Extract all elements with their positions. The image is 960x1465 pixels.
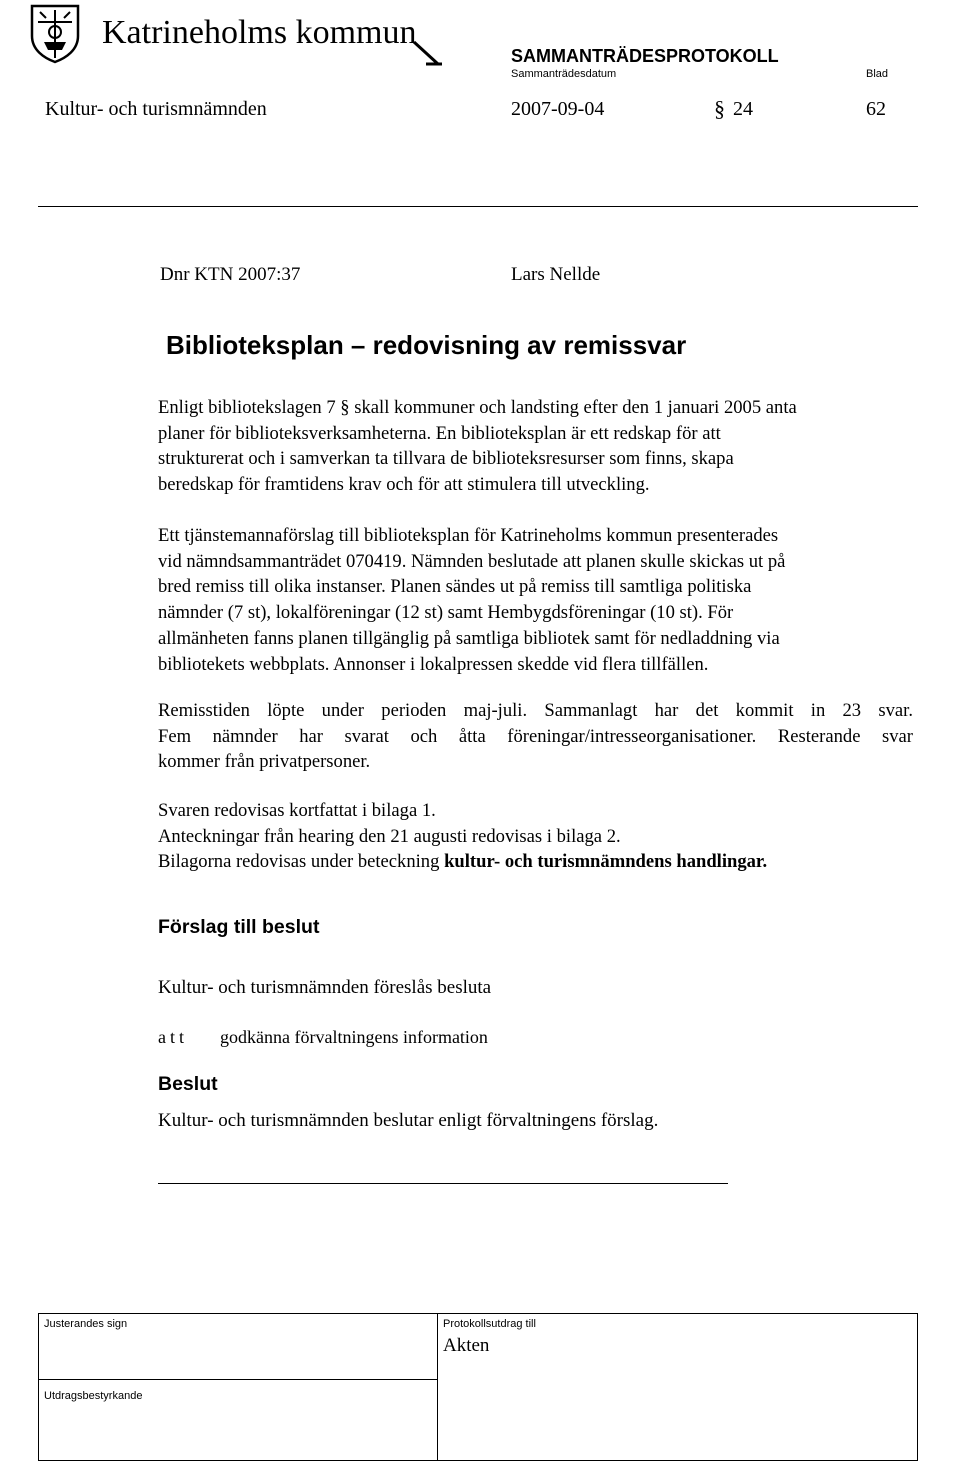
attachments-period: . bbox=[762, 851, 768, 873]
paragraph-line: Enligt bibliotekslagen 7 § skall kommuner och landsting efter den 1 januari 2005 anta bbox=[158, 397, 797, 418]
organization-name: Katrineholms kommun bbox=[102, 14, 417, 51]
document-type: SAMMANTRÄDESPROTOKOLL bbox=[511, 46, 779, 66]
protokollsutdrag-recipient: Akten bbox=[443, 1335, 490, 1356]
paragraph-attachments bbox=[158, 798, 918, 875]
paragraph-line: strukturerat och i samverkan ta tillvara de biblioteksresurser som finns, skapa bbox=[158, 448, 734, 470]
paragraph-line: bibliotekets webbplats. Annonser i lokalpressen skedde vid flera tillfällen. bbox=[158, 653, 709, 675]
proposal-intro: Kultur- och turismnämnden föreslås besluta bbox=[158, 977, 492, 998]
attachments-text: Bilagorna redovisas under beteckning bbox=[158, 851, 445, 873]
att-text: godkänna förvaltningens information bbox=[220, 1027, 488, 1047]
signature-line bbox=[158, 1183, 728, 1184]
paragraph-line: planer för biblioteksverksamheterna. En biblioteksplan är ett redskap för att bbox=[158, 422, 721, 444]
protokollsutdrag-label: Protokollsutdrag till bbox=[443, 1318, 536, 1330]
page-number: 62 bbox=[866, 98, 886, 120]
paragraph-line: vid nämndsammanträdet 070419. Nämnden beslutade att planen skulle skickas ut på bbox=[158, 550, 786, 572]
paragraph-line: Ett tjänstemannaförslag till biblioteksplan för Katrineholms kommun presenterades bbox=[158, 525, 779, 546]
paragraph-line: Fem nämnder har svarat och åtta föreningar/intresseorganisationer. Resterande svar bbox=[158, 725, 913, 747]
paragraph-line: Svaren redovisas kortfattat i bilaga 1. bbox=[158, 800, 436, 821]
committee-name: Kultur- och turismnämnden bbox=[45, 98, 267, 120]
case-author: Lars Nellde bbox=[511, 264, 601, 285]
attachments-bold-text: kultur- och turismnämndens handlingar bbox=[444, 851, 763, 873]
municipal-crest-logo bbox=[30, 2, 80, 64]
paragraph-line: beredskap för framtidens krav och för att stimulera till utveckling. bbox=[158, 474, 650, 496]
paragraph-line: Anteckningar från hearing den 21 augusti redovisas i bilaga 2. bbox=[158, 825, 621, 847]
justerandes-sign-label: Justerandes sign bbox=[44, 1318, 128, 1330]
case-number: Dnr KTN 2007:37 bbox=[160, 264, 301, 285]
footer-divider-horizontal bbox=[38, 1379, 438, 1380]
paragraph-background bbox=[158, 395, 918, 498]
paragraph-number: 24 bbox=[733, 98, 753, 120]
decision-heading: Beslut bbox=[158, 1073, 218, 1095]
meeting-date: 2007-09-04 bbox=[511, 98, 605, 120]
decision-text: Kultur- och turismnämnden beslutar enligt förvaltningens förslag. bbox=[158, 1110, 659, 1131]
paragraph-line: allmänheten fanns planen tillgänglig på samtliga bibliotek samt för nedladdning via bbox=[158, 627, 780, 649]
paragraph-line: bred remiss till olika instanser. Planen sändes ut på remiss till samtliga politiska bbox=[158, 576, 752, 598]
logo-swoosh-icon bbox=[412, 40, 442, 68]
paragraph-line: nämnder (7 st), lokalföreningar (12 st) samt Hembygdsföreningar (10 st). För bbox=[158, 602, 734, 624]
paragraph-line: kommer från privatpersoner. bbox=[158, 751, 371, 773]
page-label: Blad bbox=[866, 68, 889, 80]
document-title: Biblioteksplan – redovisning av remissvar bbox=[166, 330, 687, 360]
paragraph-line: Remisstiden löpte under perioden maj-juli. Sammanlagt har det kommit in 23 svar. bbox=[158, 700, 913, 721]
att-label: att bbox=[158, 1027, 188, 1047]
paragraph-sign: § bbox=[714, 96, 725, 121]
meeting-date-label: Sammanträdesdatum bbox=[511, 68, 617, 80]
paragraph-proposal-history bbox=[158, 523, 918, 677]
paragraph-line bbox=[158, 849, 918, 875]
paragraph-consultation-responses bbox=[158, 698, 913, 775]
footer-divider-vertical bbox=[437, 1313, 438, 1461]
proposal-heading: Förslag till beslut bbox=[158, 916, 320, 938]
header-divider bbox=[38, 206, 918, 207]
utdragsbestyrkande-label: Utdragsbestyrkande bbox=[44, 1390, 143, 1402]
